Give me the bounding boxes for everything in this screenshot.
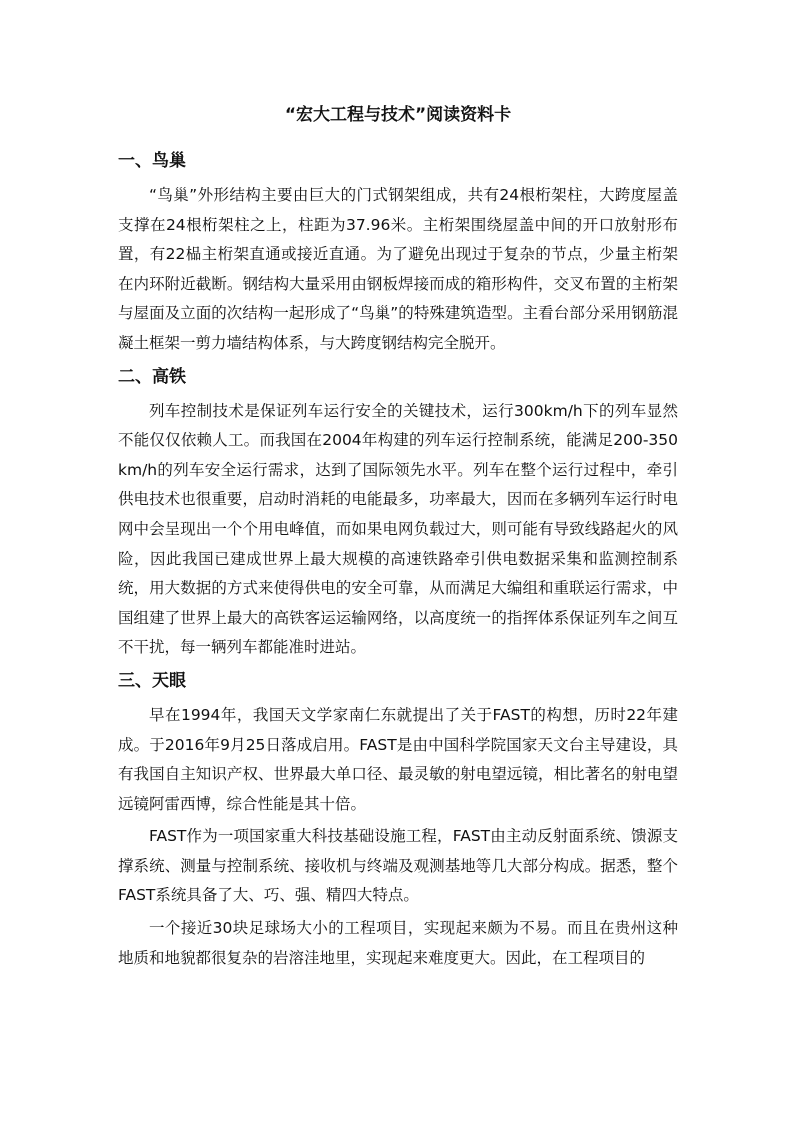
section-heading: 二、高铁 — [118, 366, 186, 387]
section-high-speed-rail — [118, 365, 678, 663]
section-heading: 一、鸟巢 — [118, 151, 186, 171]
section-heading: 三、天眼 — [118, 670, 186, 691]
paragraph: “鸟巢”外形结构主要由巨大的门式钢架组成，共有24根桁架柱，大跨度屋盖支撑在24根桁架柱之上，柱距为37.96米。主桁架围绕屋盖中间的开口放射形布置，有22榀主桁架直通或接近直通。为了避免出现过于复杂的节点，少量主桁架在内环附近截断。钢结构大量采用由钢板焊接而成的箱形构件，交叉布置的主桁架与屋面及立面的次结构一起形成了“鸟巢”的特殊建筑造型。主看台部分采用钢筋混凝土框架一剪力墙结构体系，与大跨度钢结构完全脱开。 — [118, 186, 678, 352]
paragraph: 列车控制技术是保证列车运行安全的关键技术，运行300km/h下的列车显然不能仅仅依赖人工。而我国在2004年构建的列车运行控制系统，能满足200-350km/h的列车安全运行需求，达到了国际领先水平。列车在整个运行过程中，牵引供电技术也很重要，启动时消耗的电能最多，功率最大，因而在多辆列车运行时电网中会呈现出一个个用电峰值，而如果电网负载过大，则可能有导致线路起火的风险，因此我国已建成世界上最大规模的高速铁路牵引供电数据采集和监测控制系统，用大数据的方式来使得供电的安全可靠，从而满足大编组和重联运行需求，中国组建了世界上最大的高铁客运运输网络，以高度统一的指挥体系保证列车之间互不干扰，每一辆列车都能准时进站。 — [118, 401, 678, 657]
section-sky-eye — [118, 669, 678, 973]
paragraph: FAST作为一项国家重大科技基础设施工程，FAST由主动反射面系统、馈源支撑系统、测量与控制系统、接收机与终端及观测基地等几大部分构成。据悉，整个FAST系统具备了大、巧、强、精四大特点。 — [118, 827, 678, 905]
paragraph: 早在1994年，我国天文学家南仁东就提出了关于FAST的构想，历时22年建成。于2016年9月25日落成启用。FAST是由中国科学院国家天文台主导建设，具有我国自主知识产权、世界最大单口径、最灵敏的射电望远镜，相比著名的射电望远镜阿雷西博，综合性能是其十倍。 — [118, 705, 678, 813]
section-bird-nest — [118, 149, 678, 359]
paragraph: 一个接近30块足球场大小的工程项目，实现起来颇为不易。而且在贵州这种地质和地貌都很复杂的岩溶洼地里，实现起来难度更大。因此，在工程项目的 — [118, 919, 678, 967]
document-title: “宏大工程与技术”阅读资料卡 — [284, 105, 512, 125]
